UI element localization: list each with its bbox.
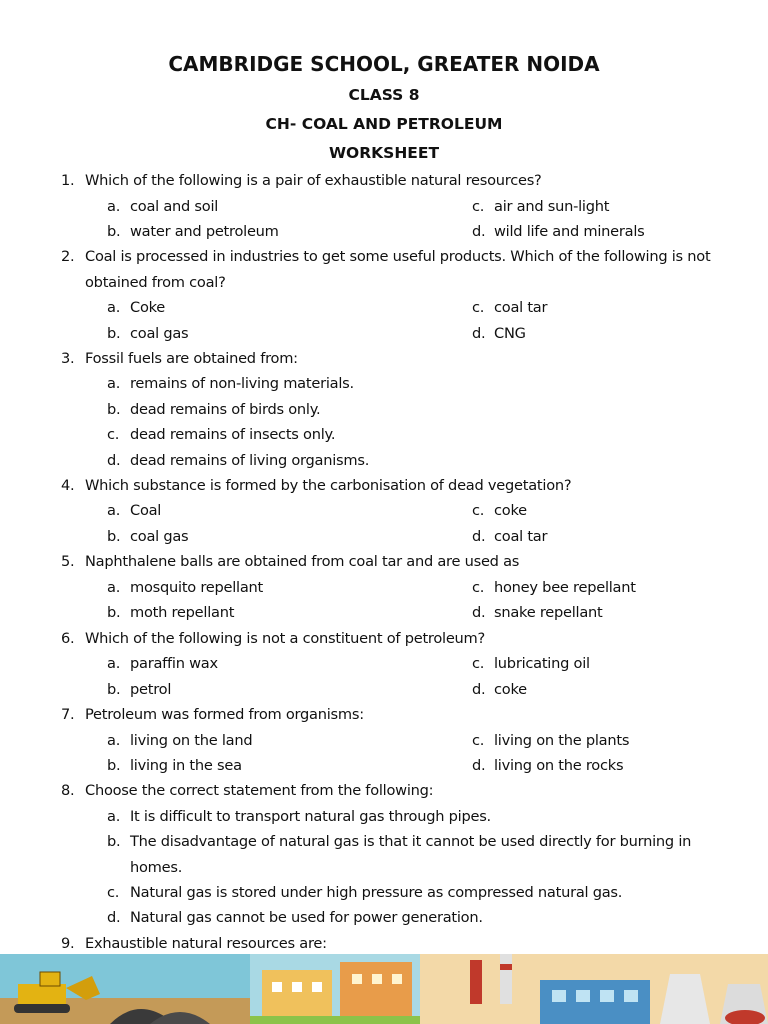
option-label: b. [107, 604, 121, 621]
option-text: dead remains of birds only. [130, 401, 321, 418]
question-text: Exhaustible natural resources are: [85, 935, 327, 952]
option-text: coal tar [494, 528, 548, 545]
chapter-heading: CH- COAL AND PETROLEUM [265, 115, 503, 133]
question-number: 7. [61, 706, 75, 723]
option-text: remains of non-living materials. [130, 375, 354, 392]
question-text: Coal is processed in industries to get some useful products. Which of the following is not [85, 248, 711, 265]
question-number: 8. [61, 782, 75, 799]
option-label: a. [107, 655, 121, 672]
option-text: coke [494, 681, 527, 698]
option-label: d. [472, 528, 486, 545]
option-text: coal and soil [130, 198, 219, 215]
option-text: Coal [130, 502, 162, 519]
option-label: a. [107, 375, 121, 392]
option-label: a. [107, 198, 121, 215]
footer-banner-illustration [0, 954, 768, 1024]
question-number: 3. [61, 350, 75, 367]
option-text: water and petroleum [130, 223, 279, 240]
option-text: living on the rocks [494, 757, 624, 774]
option-text: CNG [494, 325, 526, 342]
option-text: air and sun-light [494, 198, 610, 215]
question-number: 4. [61, 477, 75, 494]
option-label: b. [107, 681, 121, 698]
option-label: b. [107, 833, 121, 850]
option-label: d. [107, 452, 121, 469]
question-text: Naphthalene balls are obtained from coal tar and are used as [85, 553, 520, 570]
option-label: d. [472, 757, 486, 774]
question-number: 1. [61, 172, 75, 189]
question-number: 2. [61, 248, 75, 265]
question-number: 6. [61, 630, 75, 647]
option-text: dead remains of insects only. [130, 426, 336, 443]
option-text: Natural gas cannot be used for power generation. [130, 909, 483, 926]
option-text: Coke [130, 299, 166, 316]
question-text: Which of the following is not a constituent of petroleum? [85, 630, 486, 647]
option-label: c. [472, 579, 485, 596]
option-text: mosquito repellant [130, 579, 264, 596]
option-label: d. [472, 223, 486, 240]
option-label: a. [107, 299, 121, 316]
option-label: b. [107, 757, 121, 774]
option-text: wild life and minerals [494, 223, 645, 240]
question-text: Which of the following is a pair of exhaustible natural resources? [85, 172, 542, 189]
option-text: petrol [130, 681, 172, 698]
option-label: a. [107, 502, 121, 519]
question-text: obtained from coal? [85, 274, 226, 291]
option-label: b. [107, 528, 121, 545]
question-text: Which substance is formed by the carbonisation of dead vegetation? [85, 477, 572, 494]
option-text: living in the sea [130, 757, 242, 774]
option-label: c. [472, 732, 485, 749]
option-text: dead remains of living organisms. [130, 452, 370, 469]
school-title: CAMBRIDGE SCHOOL, GREATER NOIDA [168, 52, 600, 76]
option-text: lubricating oil [494, 655, 590, 672]
option-text: paraffin wax [130, 655, 218, 672]
option-label: c. [472, 502, 485, 519]
option-label: b. [107, 325, 121, 342]
question-number: 9. [61, 935, 75, 952]
option-label: d. [107, 909, 121, 926]
option-text: Natural gas is stored under high pressure as compressed natural gas. [130, 884, 623, 901]
worksheet-heading: WORKSHEET [328, 144, 440, 162]
option-label: d. [472, 604, 486, 621]
option-label: a. [107, 732, 121, 749]
option-label: b. [107, 401, 121, 418]
option-label: d. [472, 325, 486, 342]
option-text: It is difficult to transport natural gas through pipes. [130, 808, 491, 825]
option-text: honey bee repellant [494, 579, 636, 596]
question-text: Choose the correct statement from the following: [85, 782, 434, 799]
option-label: c. [107, 884, 120, 901]
option-text: coal tar [494, 299, 548, 316]
option-label: c. [472, 198, 485, 215]
option-label: c. [472, 299, 485, 316]
town-scene [250, 954, 420, 1024]
option-text: coke [494, 502, 527, 519]
option-text: coal gas [130, 528, 189, 545]
option-label: c. [472, 655, 485, 672]
option-text: living on the plants [494, 732, 630, 749]
option-text: coal gas [130, 325, 189, 342]
question-text: Fossil fuels are obtained from: [85, 350, 298, 367]
option-label: a. [107, 579, 121, 596]
question-number: 5. [61, 553, 75, 570]
option-text: homes. [130, 859, 183, 876]
factory-scene [420, 954, 768, 1024]
option-text: living on the land [130, 732, 253, 749]
option-text: The disadvantage of natural gas is that it cannot be used directly for burning in [130, 833, 692, 850]
option-label: a. [107, 808, 121, 825]
mining-scene [0, 954, 250, 1024]
option-text: snake repellant [494, 604, 603, 621]
question-text: Petroleum was formed from organisms: [85, 706, 364, 723]
class-heading: CLASS 8 [348, 86, 420, 104]
option-text: moth repellant [130, 604, 235, 621]
option-label: b. [107, 223, 121, 240]
option-label: c. [107, 426, 120, 443]
option-label: d. [472, 681, 486, 698]
